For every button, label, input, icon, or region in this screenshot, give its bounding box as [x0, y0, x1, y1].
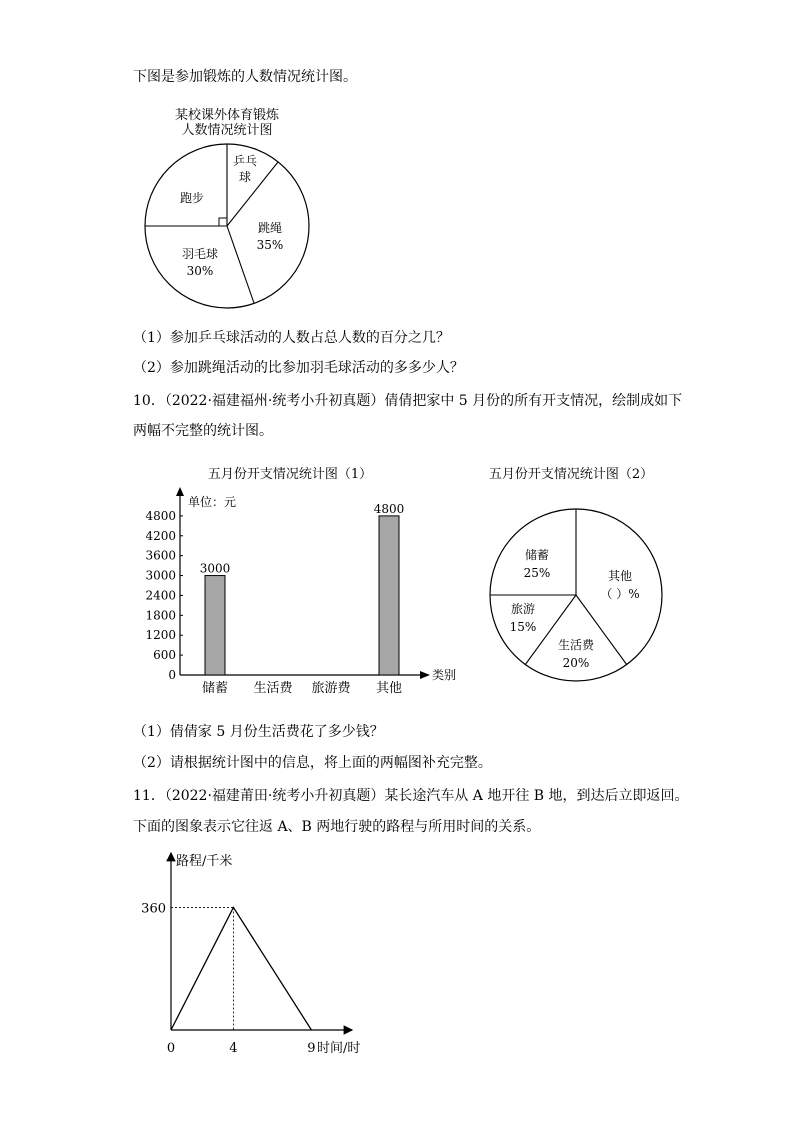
bar-chart-y-tick-label: 3000: [145, 568, 176, 583]
bar-chart-y-tick-label: 2400: [145, 588, 176, 603]
q10-line1: 10．（2022·福建福州·统考小升初真题）倩倩把家中 5 月份的所有开支情况，绘制成如下: [133, 393, 683, 409]
bar-chart-y-tick-label: 3600: [145, 548, 176, 563]
pie2-label-travel: 旅游: [510, 602, 536, 616]
q10-sub1: （1）倩倩家 5 月份生活费花了多少钱？: [133, 724, 384, 740]
bar-chart-x-label: 类别: [432, 668, 457, 682]
line-chart-y-tick-label: 360: [141, 901, 166, 917]
pie2-label-living-pct: 20%: [562, 656, 590, 670]
line-chart-y-label: 路程/千米: [176, 854, 233, 869]
bar-chart-category-label: 储蓄: [201, 681, 229, 696]
pie1-label-ropeskip-pct: 35%: [256, 238, 284, 252]
exercise-pie-chart: [140, 100, 320, 315]
pie2-label-savings-pct: 25%: [523, 566, 551, 580]
pie1-label-ropeskip: 跳绳: [257, 221, 283, 235]
bar-chart-category-label: 其他: [375, 681, 403, 696]
bar-chart-y-tick-label: 1800: [145, 608, 176, 623]
bar-chart-value-label: 4800: [373, 501, 405, 516]
bar-chart-y-tick-label: 4200: [145, 528, 176, 543]
pie1-label-badminton-pct: 30%: [186, 264, 214, 278]
line-chart-series-line: [171, 907, 311, 1030]
pie2-label-other-pct: （ ）%: [600, 587, 640, 601]
pie2-label-living: 生活费: [557, 638, 595, 652]
q9-sub2: （2）参加跳绳活动的比参加羽毛球活动的多多少人？: [133, 360, 464, 376]
bar-chart-unit-label: 单位：元: [188, 495, 237, 509]
line-chart-x-tick-label: 9: [307, 1041, 316, 1056]
expense-pie-chart: [480, 458, 680, 688]
bar-chart-value-label: 3000: [199, 561, 231, 576]
q10-line2: 两幅不完整的统计图。: [133, 423, 273, 439]
line-chart-x-tick-label: 0: [166, 1041, 176, 1056]
pie1-title-line2: 人数情况统计图: [181, 123, 273, 138]
line-chart-x-tick-label: 4: [229, 1041, 238, 1056]
expense-bar-chart: [140, 458, 480, 698]
bar-chart-y-arrow: [176, 487, 184, 496]
pie1-label-pingpong-2: 球: [238, 170, 252, 184]
pie2-title: 五月份开支情况统计图（2）: [488, 467, 654, 482]
line-chart-x-label: 时间/时: [317, 1041, 361, 1056]
q11-line2: 下面的图象表示它往返 A、B 两地行驶的路程与所用时间的关系。: [133, 819, 541, 835]
distance-time-chart: [140, 845, 390, 1060]
bar-chart-y-tick-label: 1200: [145, 628, 176, 643]
bar-chart-y-tick-label: 4800: [145, 508, 176, 523]
bar-chart-bar: [205, 576, 225, 675]
q11-line1: 11．（2022·福建莆田·统考小升初真题）某长途汽车从 A 地开往 B 地，到达后立即返回。: [133, 788, 689, 804]
pie1-label-pingpong-1: 乒乓: [232, 154, 258, 168]
bar-chart-bar: [379, 516, 399, 675]
bar-chart-category-label: 旅游费: [311, 681, 351, 696]
bar-chart-category-label: 生活费: [253, 681, 293, 696]
bar-chart-y-tick-label: 0: [168, 668, 176, 682]
pie1-label-running: 跑步: [179, 191, 205, 205]
bar-chart-y-tick-label: 600: [153, 648, 176, 663]
pie2-label-travel-pct: 15%: [509, 620, 537, 634]
q9-sub1: （1）参加乒乓球活动的人数占总人数的百分之几？: [133, 330, 450, 346]
pie2-label-other: 其他: [607, 569, 633, 583]
pie1-title-line1: 某校课外体育锻炼: [174, 108, 280, 123]
bar-chart-title: 五月份开支情况统计图（1）: [207, 467, 373, 482]
intro-text: 下图是参加锻炼的人数情况统计图。: [133, 69, 357, 85]
bar-chart-x-arrow: [420, 671, 430, 679]
pie1-label-badminton: 羽毛球: [181, 247, 219, 261]
q10-sub2: （2）请根据统计图中的信息，将上面的两幅图补充完整。: [133, 755, 492, 771]
pie2-label-savings: 储蓄: [524, 548, 550, 562]
